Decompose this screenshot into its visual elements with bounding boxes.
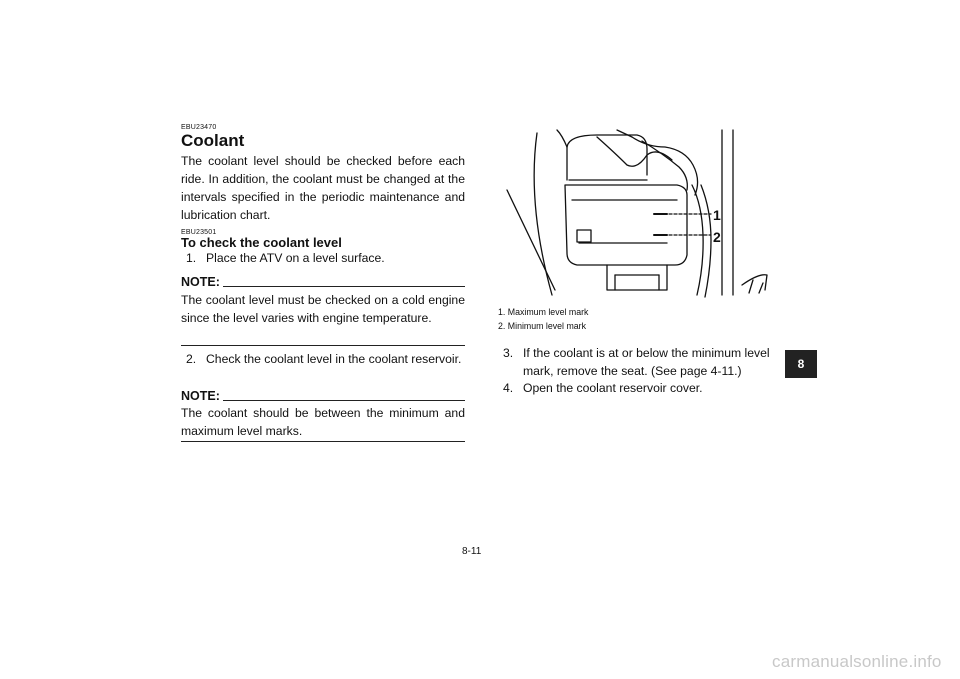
callout-min: 2 xyxy=(713,229,721,245)
watermark-text: carmanualsonline.info xyxy=(772,652,942,671)
note-end-rule xyxy=(181,345,465,346)
note-text: The coolant level must be checked on a cold engine since the level varies with engine temperature. xyxy=(181,293,465,325)
subsection-title: To check the coolant level xyxy=(181,235,342,250)
step-item xyxy=(186,351,465,369)
page-number: 8-11 xyxy=(462,546,482,557)
step-number: 2. xyxy=(186,352,197,366)
section-title: Coolant xyxy=(181,131,245,150)
note-divider xyxy=(223,399,465,401)
step-item xyxy=(503,345,788,380)
note-label: NOTE: xyxy=(181,275,220,289)
figure-caption-2: 2. Minimum level mark xyxy=(498,321,586,331)
step-number: 3. xyxy=(503,346,514,360)
doc-code: EBU23470 xyxy=(181,124,217,131)
note-end-rule xyxy=(181,441,465,442)
note-header xyxy=(181,275,465,289)
note-label: NOTE: xyxy=(181,389,220,403)
section-tab: 8 xyxy=(785,350,817,378)
note-header xyxy=(181,389,465,403)
coolant-reservoir-illustration xyxy=(497,125,787,305)
step-text: Open the coolant reservoir cover. xyxy=(523,381,703,395)
note-text: The coolant should be between the minimum and maximum level marks. xyxy=(181,406,465,438)
step-item xyxy=(186,250,465,268)
step-text: Check the coolant level in the coolant reservoir. xyxy=(206,352,462,366)
intro-paragraph: The coolant level should be checked before each ride. In addition, the coolant must be changed at the intervals specified in the periodic maintenance and lubrication chart. xyxy=(181,154,465,222)
step-number: 4. xyxy=(503,381,514,395)
callout-max: 1 xyxy=(713,207,721,223)
step-number: 1. xyxy=(186,251,197,265)
doc-code: EBU23501 xyxy=(181,229,217,236)
step-text: If the coolant is at or below the minimum level mark, remove the seat. (See page 4-11.) xyxy=(523,346,770,378)
step-text: Place the ATV on a level surface. xyxy=(206,251,385,265)
step-item xyxy=(503,380,788,398)
note-divider xyxy=(223,285,465,287)
figure-caption-1: 1. Maximum level mark xyxy=(498,307,589,317)
